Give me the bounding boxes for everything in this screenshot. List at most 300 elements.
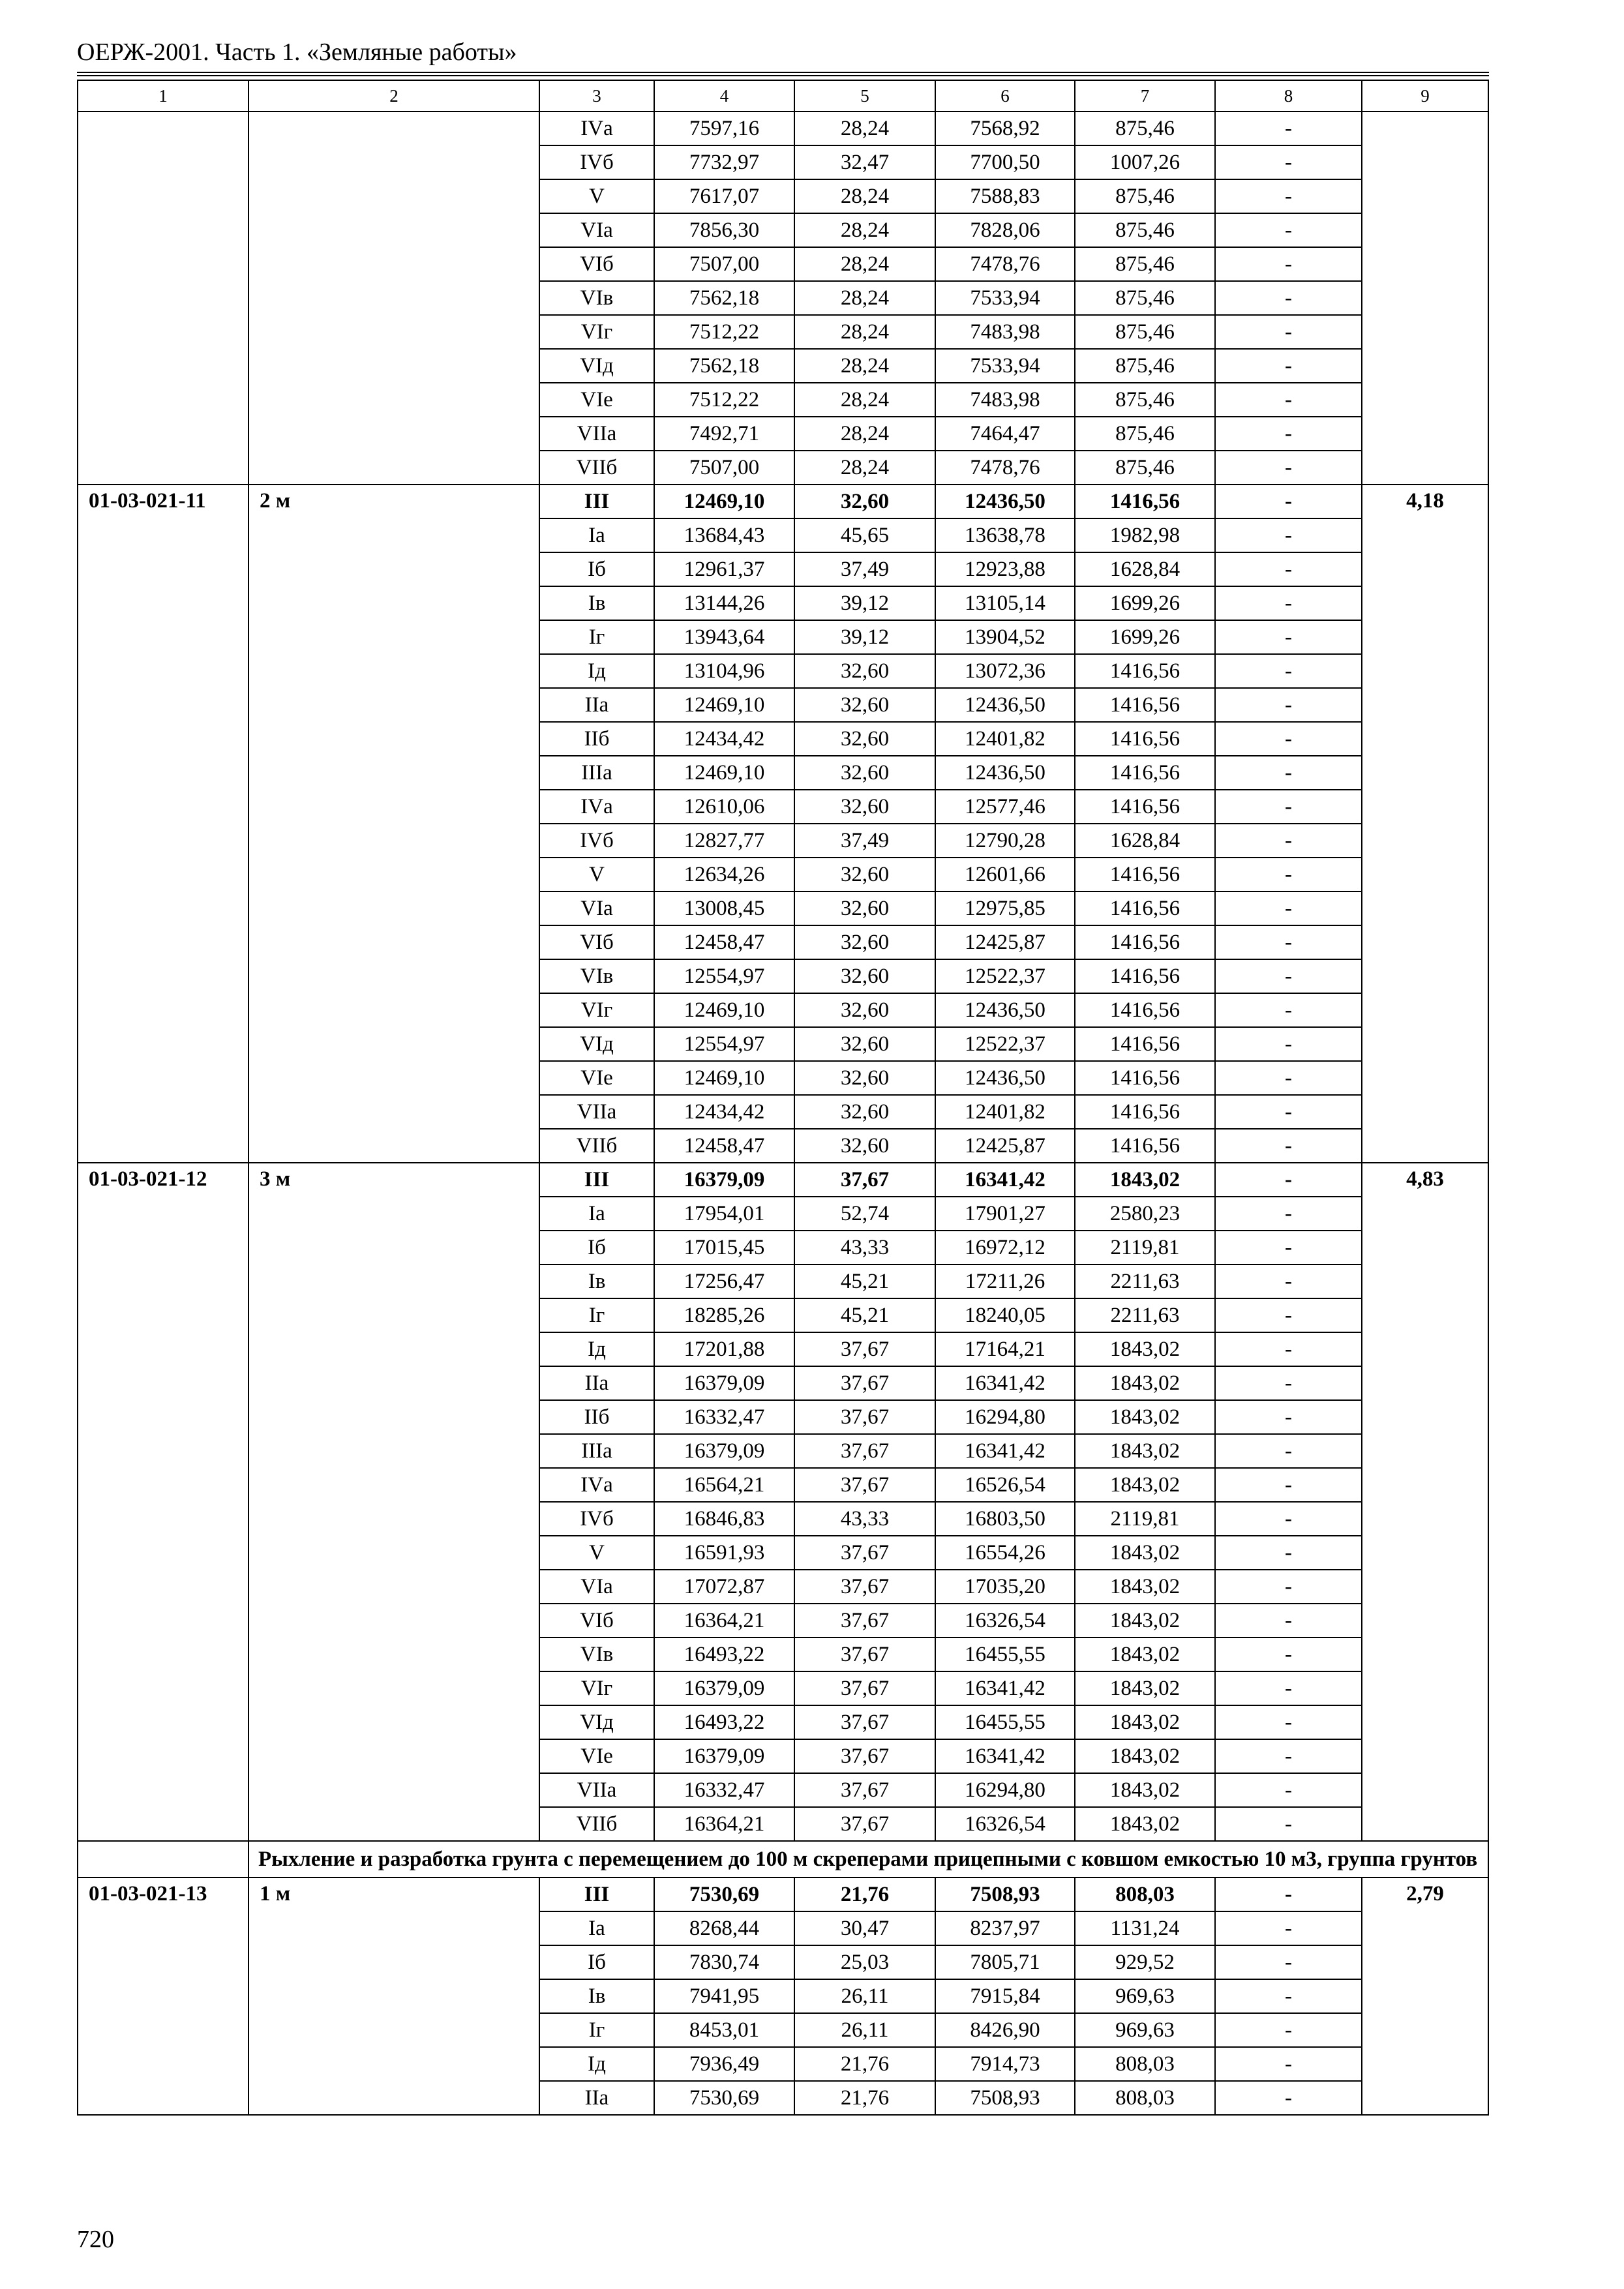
soil-group: VIа (539, 891, 654, 925)
machinist-wage: 2580,23 (1075, 1197, 1215, 1231)
labor-cost: 37,67 (794, 1400, 935, 1434)
machinist-wage: 1843,02 (1075, 1807, 1215, 1841)
soil-group: VIв (539, 1638, 654, 1671)
page-number: 720 (77, 2226, 114, 2253)
table-body (78, 80, 1488, 2115)
soil-group: IIа (539, 2081, 654, 2115)
materials-cost: - (1215, 315, 1362, 349)
materials-cost: - (1215, 1095, 1362, 1129)
machine-cost: 7828,06 (935, 213, 1075, 247)
labor-cost: 37,67 (794, 1671, 935, 1705)
soil-group: IIб (539, 722, 654, 756)
materials-cost: - (1215, 247, 1362, 281)
labor-cost: 37,67 (794, 1570, 935, 1604)
direct-cost: 12469,10 (654, 688, 794, 722)
machine-cost: 7508,93 (935, 2081, 1075, 2115)
soil-group: Iа (539, 1911, 654, 1945)
machinist-wage: 1131,24 (1075, 1911, 1215, 1945)
materials-cost: - (1215, 1945, 1362, 1979)
direct-cost: 7941,95 (654, 1979, 794, 2013)
labor-cost: 32,60 (794, 1027, 935, 1061)
direct-cost: 18285,26 (654, 1298, 794, 1332)
soil-group: VIд (539, 349, 654, 383)
labor-cost: 39,12 (794, 586, 935, 620)
materials-cost: - (1215, 654, 1362, 688)
direct-cost: 17015,45 (654, 1231, 794, 1264)
machine-cost: 7915,84 (935, 1979, 1075, 2013)
labor-cost: 37,67 (794, 1638, 935, 1671)
materials-cost: - (1215, 1502, 1362, 1536)
direct-cost: 12554,97 (654, 1027, 794, 1061)
soil-group: Iб (539, 1945, 654, 1979)
labor-cost: 28,24 (794, 349, 935, 383)
header-rule (77, 72, 1489, 73)
machinist-wage: 808,03 (1075, 1878, 1215, 1911)
direct-cost: 12469,10 (654, 993, 794, 1027)
soil-group: VIг (539, 1671, 654, 1705)
materials-cost: - (1215, 179, 1362, 213)
labor-norm: 4,83 (1362, 1163, 1488, 1841)
direct-cost: 12458,47 (654, 1129, 794, 1163)
direct-cost: 7732,97 (654, 145, 794, 179)
labor-cost: 32,60 (794, 722, 935, 756)
machine-cost: 17901,27 (935, 1197, 1075, 1231)
labor-cost: 28,24 (794, 417, 935, 451)
materials-cost: - (1215, 1671, 1362, 1705)
soil-group: IVб (539, 145, 654, 179)
machinist-wage: 1843,02 (1075, 1400, 1215, 1434)
labor-cost: 37,67 (794, 1739, 935, 1773)
machine-cost: 7533,94 (935, 349, 1075, 383)
direct-cost: 16379,09 (654, 1739, 794, 1773)
direct-cost: 7507,00 (654, 247, 794, 281)
labor-cost: 45,65 (794, 518, 935, 552)
labor-cost: 37,67 (794, 1468, 935, 1502)
labor-cost: 28,24 (794, 213, 935, 247)
machinist-wage: 875,46 (1075, 213, 1215, 247)
machinist-wage: 1843,02 (1075, 1434, 1215, 1468)
machinist-wage: 1007,26 (1075, 145, 1215, 179)
labor-cost: 37,49 (794, 552, 935, 586)
labor-norm: 2,79 (1362, 1878, 1488, 2115)
materials-cost: - (1215, 1739, 1362, 1773)
labor-cost: 21,76 (794, 1878, 935, 1911)
machinist-wage: 808,03 (1075, 2081, 1215, 2115)
labor-cost: 37,67 (794, 1807, 935, 1841)
machine-cost: 16455,55 (935, 1638, 1075, 1671)
materials-cost: - (1215, 1773, 1362, 1807)
machine-cost: 12923,88 (935, 552, 1075, 586)
direct-cost: 17201,88 (654, 1332, 794, 1366)
labor-cost: 32,60 (794, 654, 935, 688)
soil-group: IVа (539, 790, 654, 824)
machine-cost: 12436,50 (935, 993, 1075, 1027)
table-row (78, 485, 1488, 518)
column-number: 1 (78, 80, 248, 112)
machinist-wage: 1416,56 (1075, 1027, 1215, 1061)
soil-group: Iв (539, 1979, 654, 2013)
direct-cost: 12554,97 (654, 959, 794, 993)
soil-group: IIб (539, 1400, 654, 1434)
labor-cost: 28,24 (794, 179, 935, 213)
machinist-wage: 969,63 (1075, 1979, 1215, 2013)
soil-group: IIа (539, 688, 654, 722)
materials-cost: - (1215, 1911, 1362, 1945)
materials-cost: - (1215, 1163, 1362, 1197)
rate-code (78, 112, 248, 485)
labor-cost: 25,03 (794, 1945, 935, 1979)
materials-cost: - (1215, 281, 1362, 315)
direct-cost: 16493,22 (654, 1705, 794, 1739)
soil-group: VIIа (539, 1095, 654, 1129)
labor-cost: 32,60 (794, 1095, 935, 1129)
column-number: 2 (248, 80, 539, 112)
soil-group: VIд (539, 1705, 654, 1739)
soil-group: VIб (539, 1604, 654, 1638)
materials-cost: - (1215, 1366, 1362, 1400)
materials-cost: - (1215, 1231, 1362, 1264)
table-row (78, 1878, 1488, 1911)
materials-cost: - (1215, 1604, 1362, 1638)
machine-cost: 8237,97 (935, 1911, 1075, 1945)
labor-cost: 32,60 (794, 485, 935, 518)
header-rule (77, 75, 1489, 76)
direct-cost: 7936,49 (654, 2047, 794, 2081)
materials-cost: - (1215, 145, 1362, 179)
direct-cost: 16332,47 (654, 1400, 794, 1434)
machine-cost: 12436,50 (935, 688, 1075, 722)
soil-group: IVа (539, 1468, 654, 1502)
materials-cost: - (1215, 485, 1362, 518)
soil-group: VIIа (539, 417, 654, 451)
materials-cost: - (1215, 620, 1362, 654)
machine-cost: 16326,54 (935, 1807, 1075, 1841)
labor-cost: 45,21 (794, 1264, 935, 1298)
soil-group: VIIа (539, 1773, 654, 1807)
direct-cost: 16564,21 (654, 1468, 794, 1502)
materials-cost: - (1215, 383, 1362, 417)
labor-cost: 37,67 (794, 1536, 935, 1570)
soil-group: Iб (539, 552, 654, 586)
soil-group: Iг (539, 1298, 654, 1332)
machine-cost: 12425,87 (935, 925, 1075, 959)
rate-parameter: 1 м (248, 1878, 539, 2115)
labor-cost: 28,24 (794, 247, 935, 281)
soil-group: VIIб (539, 451, 654, 485)
machinist-wage: 875,46 (1075, 417, 1215, 451)
materials-cost: - (1215, 1536, 1362, 1570)
materials-cost: - (1215, 824, 1362, 858)
direct-cost: 7562,18 (654, 281, 794, 315)
machine-cost: 16341,42 (935, 1366, 1075, 1400)
soil-group: VIв (539, 959, 654, 993)
machinist-wage: 1699,26 (1075, 620, 1215, 654)
rate-code: 01-03-021-11 (78, 485, 248, 1163)
soil-group: Iг (539, 2013, 654, 2047)
direct-cost: 16379,09 (654, 1163, 794, 1197)
direct-cost: 12458,47 (654, 925, 794, 959)
direct-cost: 13144,26 (654, 586, 794, 620)
direct-cost: 16364,21 (654, 1807, 794, 1841)
column-number: 6 (935, 80, 1075, 112)
direct-cost: 12961,37 (654, 552, 794, 586)
materials-cost: - (1215, 2081, 1362, 2115)
soil-group: Iд (539, 1332, 654, 1366)
materials-cost: - (1215, 1979, 1362, 2013)
direct-cost: 12434,42 (654, 722, 794, 756)
direct-cost: 7492,71 (654, 417, 794, 451)
machinist-wage: 1416,56 (1075, 1129, 1215, 1163)
materials-cost: - (1215, 925, 1362, 959)
labor-cost: 32,60 (794, 790, 935, 824)
soil-group: VIв (539, 281, 654, 315)
machinist-wage: 929,52 (1075, 1945, 1215, 1979)
labor-cost: 37,67 (794, 1163, 935, 1197)
materials-cost: - (1215, 1878, 1362, 1911)
materials-cost: - (1215, 2047, 1362, 2081)
machine-cost: 16803,50 (935, 1502, 1075, 1536)
labor-cost: 30,47 (794, 1911, 935, 1945)
soil-group: Iд (539, 2047, 654, 2081)
machine-cost: 16554,26 (935, 1536, 1075, 1570)
direct-cost: 7562,18 (654, 349, 794, 383)
soil-group: VIд (539, 1027, 654, 1061)
direct-cost: 13684,43 (654, 518, 794, 552)
machine-cost: 16455,55 (935, 1705, 1075, 1739)
machinist-wage: 875,46 (1075, 451, 1215, 485)
machine-cost: 17035,20 (935, 1570, 1075, 1604)
soil-group: Iб (539, 1231, 654, 1264)
section-title: Рыхление и разработка грунта с перемещением до 100 м скреперами прицепными с ковшом емкостью 10 м3, группа грунтов (248, 1841, 1488, 1878)
materials-cost: - (1215, 993, 1362, 1027)
machine-cost: 16972,12 (935, 1231, 1075, 1264)
materials-cost: - (1215, 1264, 1362, 1298)
machine-cost: 12436,50 (935, 756, 1075, 790)
soil-group: V (539, 179, 654, 213)
machine-cost: 16341,42 (935, 1739, 1075, 1773)
machinist-wage: 808,03 (1075, 2047, 1215, 2081)
rate-parameter (248, 112, 539, 485)
labor-cost: 32,60 (794, 891, 935, 925)
soil-group: Iа (539, 1197, 654, 1231)
materials-cost: - (1215, 349, 1362, 383)
machinist-wage: 1416,56 (1075, 756, 1215, 790)
materials-cost: - (1215, 112, 1362, 145)
machinist-wage: 1843,02 (1075, 1468, 1215, 1502)
machinist-wage: 875,46 (1075, 315, 1215, 349)
labor-cost: 32,60 (794, 756, 935, 790)
direct-cost: 13104,96 (654, 654, 794, 688)
labor-cost: 28,24 (794, 281, 935, 315)
soil-group: V (539, 1536, 654, 1570)
machine-cost: 17211,26 (935, 1264, 1075, 1298)
direct-cost: 7507,00 (654, 451, 794, 485)
machine-cost: 13904,52 (935, 620, 1075, 654)
machine-cost: 7464,47 (935, 417, 1075, 451)
soil-group: VIIб (539, 1807, 654, 1841)
materials-cost: - (1215, 2013, 1362, 2047)
direct-cost: 7530,69 (654, 1878, 794, 1911)
machine-cost: 12436,50 (935, 1061, 1075, 1095)
machine-cost: 8426,90 (935, 2013, 1075, 2047)
machinist-wage: 1416,56 (1075, 993, 1215, 1027)
machinist-wage: 1843,02 (1075, 1671, 1215, 1705)
machine-cost: 12975,85 (935, 891, 1075, 925)
direct-cost: 12610,06 (654, 790, 794, 824)
labor-cost: 26,11 (794, 2013, 935, 2047)
machinist-wage: 875,46 (1075, 247, 1215, 281)
soil-group: Iг (539, 620, 654, 654)
machine-cost: 12522,37 (935, 1027, 1075, 1061)
page-header: ОЕРЖ-2001. Часть 1. «Земляные работы» (77, 38, 517, 66)
price-table (77, 80, 1489, 2116)
column-number: 5 (794, 80, 935, 112)
machinist-wage: 1843,02 (1075, 1536, 1215, 1570)
machine-cost: 7588,83 (935, 179, 1075, 213)
labor-norm (1362, 112, 1488, 485)
direct-cost: 12469,10 (654, 1061, 794, 1095)
soil-group: IIIа (539, 1434, 654, 1468)
machinist-wage: 1843,02 (1075, 1163, 1215, 1197)
direct-cost: 16493,22 (654, 1638, 794, 1671)
labor-cost: 39,12 (794, 620, 935, 654)
machinist-wage: 1416,56 (1075, 688, 1215, 722)
machine-cost: 7914,73 (935, 2047, 1075, 2081)
soil-group: VIг (539, 993, 654, 1027)
materials-cost: - (1215, 756, 1362, 790)
direct-cost: 16364,21 (654, 1604, 794, 1638)
materials-cost: - (1215, 790, 1362, 824)
machinist-wage: 969,63 (1075, 2013, 1215, 2047)
machine-cost: 16294,80 (935, 1773, 1075, 1807)
column-number: 7 (1075, 80, 1215, 112)
machine-cost: 12401,82 (935, 1095, 1075, 1129)
machine-cost: 16341,42 (935, 1434, 1075, 1468)
soil-group: Iа (539, 518, 654, 552)
machine-cost: 12601,66 (935, 858, 1075, 891)
direct-cost: 17954,01 (654, 1197, 794, 1231)
direct-cost: 7617,07 (654, 179, 794, 213)
table-row (78, 112, 1488, 145)
materials-cost: - (1215, 858, 1362, 891)
labor-cost: 32,60 (794, 925, 935, 959)
labor-cost: 28,24 (794, 315, 935, 349)
column-number: 3 (539, 80, 654, 112)
materials-cost: - (1215, 688, 1362, 722)
labor-cost: 37,67 (794, 1604, 935, 1638)
soil-group: IVа (539, 112, 654, 145)
labor-cost: 37,67 (794, 1434, 935, 1468)
soil-group: VIе (539, 1061, 654, 1095)
materials-cost: - (1215, 1061, 1362, 1095)
labor-cost: 45,21 (794, 1298, 935, 1332)
materials-cost: - (1215, 1197, 1362, 1231)
labor-cost: 32,47 (794, 145, 935, 179)
machinist-wage: 1416,56 (1075, 1095, 1215, 1129)
direct-cost: 16332,47 (654, 1773, 794, 1807)
direct-cost: 7512,22 (654, 315, 794, 349)
machinist-wage: 875,46 (1075, 383, 1215, 417)
machine-cost: 13105,14 (935, 586, 1075, 620)
materials-cost: - (1215, 1332, 1362, 1366)
machine-cost: 12522,37 (935, 959, 1075, 993)
machinist-wage: 1843,02 (1075, 1604, 1215, 1638)
materials-cost: - (1215, 451, 1362, 485)
labor-cost: 28,24 (794, 383, 935, 417)
labor-cost: 21,76 (794, 2047, 935, 2081)
machine-cost: 7483,98 (935, 383, 1075, 417)
soil-group: IIIа (539, 756, 654, 790)
labor-cost: 37,49 (794, 824, 935, 858)
machinist-wage: 1416,56 (1075, 485, 1215, 518)
machinist-wage: 2119,81 (1075, 1231, 1215, 1264)
materials-cost: - (1215, 1434, 1362, 1468)
rate-parameter: 3 м (248, 1163, 539, 1841)
machinist-wage: 2119,81 (1075, 1502, 1215, 1536)
materials-cost: - (1215, 1705, 1362, 1739)
labor-cost: 26,11 (794, 1979, 935, 2013)
materials-cost: - (1215, 417, 1362, 451)
machinist-wage: 1416,56 (1075, 858, 1215, 891)
soil-group: V (539, 858, 654, 891)
labor-cost: 32,60 (794, 688, 935, 722)
machine-cost: 7483,98 (935, 315, 1075, 349)
machinist-wage: 1628,84 (1075, 824, 1215, 858)
machine-cost: 16341,42 (935, 1163, 1075, 1197)
direct-cost: 7597,16 (654, 112, 794, 145)
direct-cost: 7530,69 (654, 2081, 794, 2115)
machine-cost: 16526,54 (935, 1468, 1075, 1502)
soil-group: III (539, 485, 654, 518)
machine-cost: 12425,87 (935, 1129, 1075, 1163)
labor-cost: 37,67 (794, 1773, 935, 1807)
machinist-wage: 1416,56 (1075, 722, 1215, 756)
machine-cost: 12790,28 (935, 824, 1075, 858)
column-numbers-row (78, 80, 1488, 112)
materials-cost: - (1215, 891, 1362, 925)
materials-cost: - (1215, 586, 1362, 620)
machine-cost: 7508,93 (935, 1878, 1075, 1911)
machinist-wage: 1982,98 (1075, 518, 1215, 552)
soil-group: IIа (539, 1366, 654, 1400)
machine-cost: 12577,46 (935, 790, 1075, 824)
direct-cost: 17256,47 (654, 1264, 794, 1298)
direct-cost: 16591,93 (654, 1536, 794, 1570)
machinist-wage: 1843,02 (1075, 1638, 1215, 1671)
direct-cost: 16379,09 (654, 1366, 794, 1400)
soil-group: IVб (539, 824, 654, 858)
machine-cost: 7478,76 (935, 247, 1075, 281)
soil-group: VIа (539, 213, 654, 247)
labor-cost: 43,33 (794, 1231, 935, 1264)
materials-cost: - (1215, 518, 1362, 552)
machine-cost: 7700,50 (935, 145, 1075, 179)
direct-cost: 7830,74 (654, 1945, 794, 1979)
machinist-wage: 875,46 (1075, 179, 1215, 213)
soil-group: VIб (539, 925, 654, 959)
labor-norm: 4,18 (1362, 485, 1488, 1163)
labor-cost: 37,67 (794, 1705, 935, 1739)
machinist-wage: 1628,84 (1075, 552, 1215, 586)
section-row (78, 1841, 1488, 1878)
materials-cost: - (1215, 722, 1362, 756)
labor-cost: 32,60 (794, 1129, 935, 1163)
materials-cost: - (1215, 1468, 1362, 1502)
machinist-wage: 1416,56 (1075, 1061, 1215, 1095)
machinist-wage: 1416,56 (1075, 891, 1215, 925)
machine-cost: 17164,21 (935, 1332, 1075, 1366)
section-blank-cell (78, 1841, 248, 1878)
